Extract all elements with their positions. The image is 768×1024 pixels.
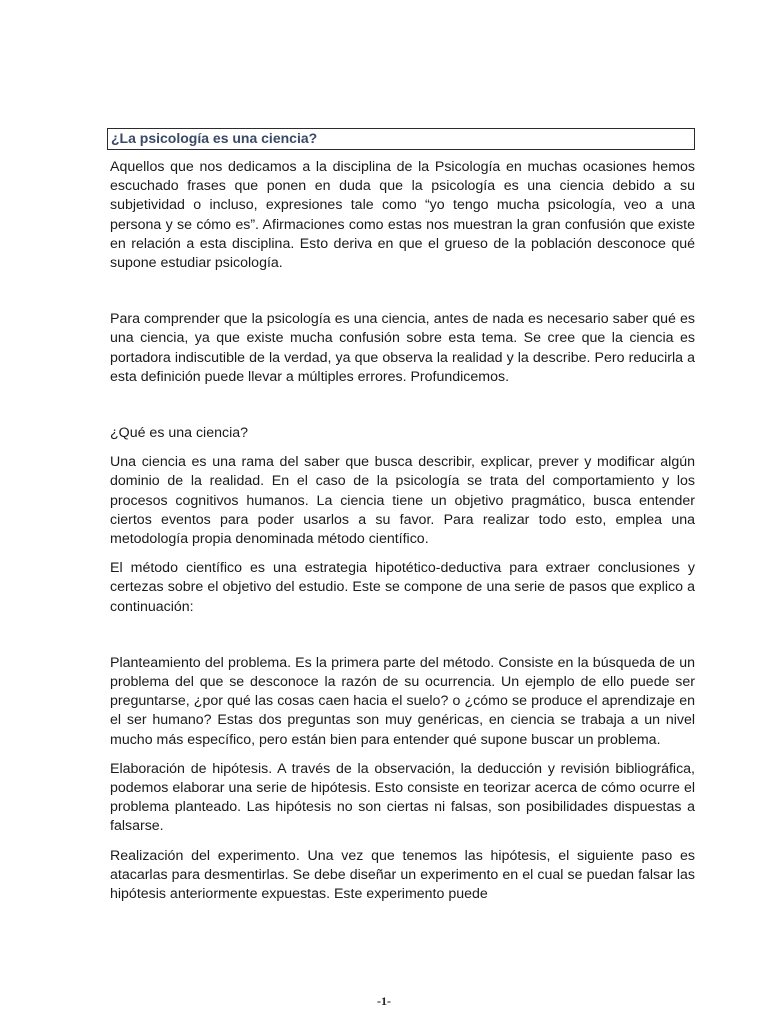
- paragraph-hypothesis: Elaboración de hipótesis. A través de la observación, la deducción y revisión bibliográfica, podemos elaborar una serie de hipótesis. Esto consiste en teorizar acerca de cómo ocurre el problema planteado. Las hipótesis no son ciertas ni falsas, son posibilidades dispuestas a falsarse.: [110, 760, 695, 835]
- spacer: [110, 750, 695, 760]
- paragraph-intro: Aquellos que nos dedicamos a la disciplina de la Psicología en muchas ocasiones hemos escuchado frases que ponen en duda que la psicología es una ciencia debido a su subjetividad o incluso, expresiones tale como “yo tengo mucha psicología, veo a una persona y se cómo es”. Afirmaciones como estas nos muestran la gran confusión que existe en relación a esta disciplina. Esto deriva en que el grueso de la población desconoce qué supone estudiar psicología.: [110, 159, 695, 272]
- page-number: -1-: [377, 994, 391, 1008]
- paragraph-understanding: Para comprender que la psicología es una ciencia, antes de nada es necesario saber qué es una ciencia, ya que existe mucha confusión sobre esta tema. Se cree que la ciencia es portadora indiscutible de la verdad, ya que observa la realidad y la describe. Pero reducirla a esta definición puede llevar a múltiples errores. Profundicemos.: [110, 311, 695, 385]
- paragraph-science-definition: Una ciencia es una rama del saber que busca describir, explicar, prever y modificar algún dominio de la realidad. En el caso de la psicología se trata del comportamiento y los procesos cognitivos humanos. La ciencia tiene un objetivo pragmático, busca entender ciertos eventos para poder usarlos a su favor. Para realizar todo esto, emplea una metodología propia denominada método científico.: [110, 454, 695, 548]
- spacer: [110, 273, 695, 310]
- spacer: [110, 837, 695, 847]
- spacer: [110, 549, 695, 559]
- paragraph-experiment: Realización del experimento. Una vez que tenemos las hipótesis, el siguiente paso es atacarlas para desmentirlas. Se debe diseñar un experimento en el cual se puedan falsar las hipótesis anteriormente expuestas. Este experimento puede: [110, 847, 695, 903]
- document-title: ¿La psicología es una ciencia?: [107, 128, 695, 150]
- paragraph-problem-statement: Planteamiento del problema. Es la primera parte del método. Consiste en la búsqueda de un problema del que se desconoce la razón de su ocurrencia. Un ejemplo de ello puede ser preguntarse, ¿por qué las cosas caen hacia el suelo? o ¿cómo se produce el aprendizaje en el ser humano? Estas dos preguntas son muy genéricas, en ciencia se trabaja a un nivel mucho más específico, pero están bien para entender qué supone buscar un problema.: [110, 654, 695, 748]
- section-heading: ¿Qué es una ciencia?: [110, 425, 249, 442]
- spacer: [110, 387, 695, 424]
- spacer: [110, 617, 695, 654]
- document-body: [110, 128, 695, 904]
- paragraph-scientific-method: El método científico es una estrategia hipotético-deductiva para extraer conclusiones y certezas sobre el objetivo del estudio. Este se compone de una serie de pasos que explico a continuación:: [110, 560, 695, 615]
